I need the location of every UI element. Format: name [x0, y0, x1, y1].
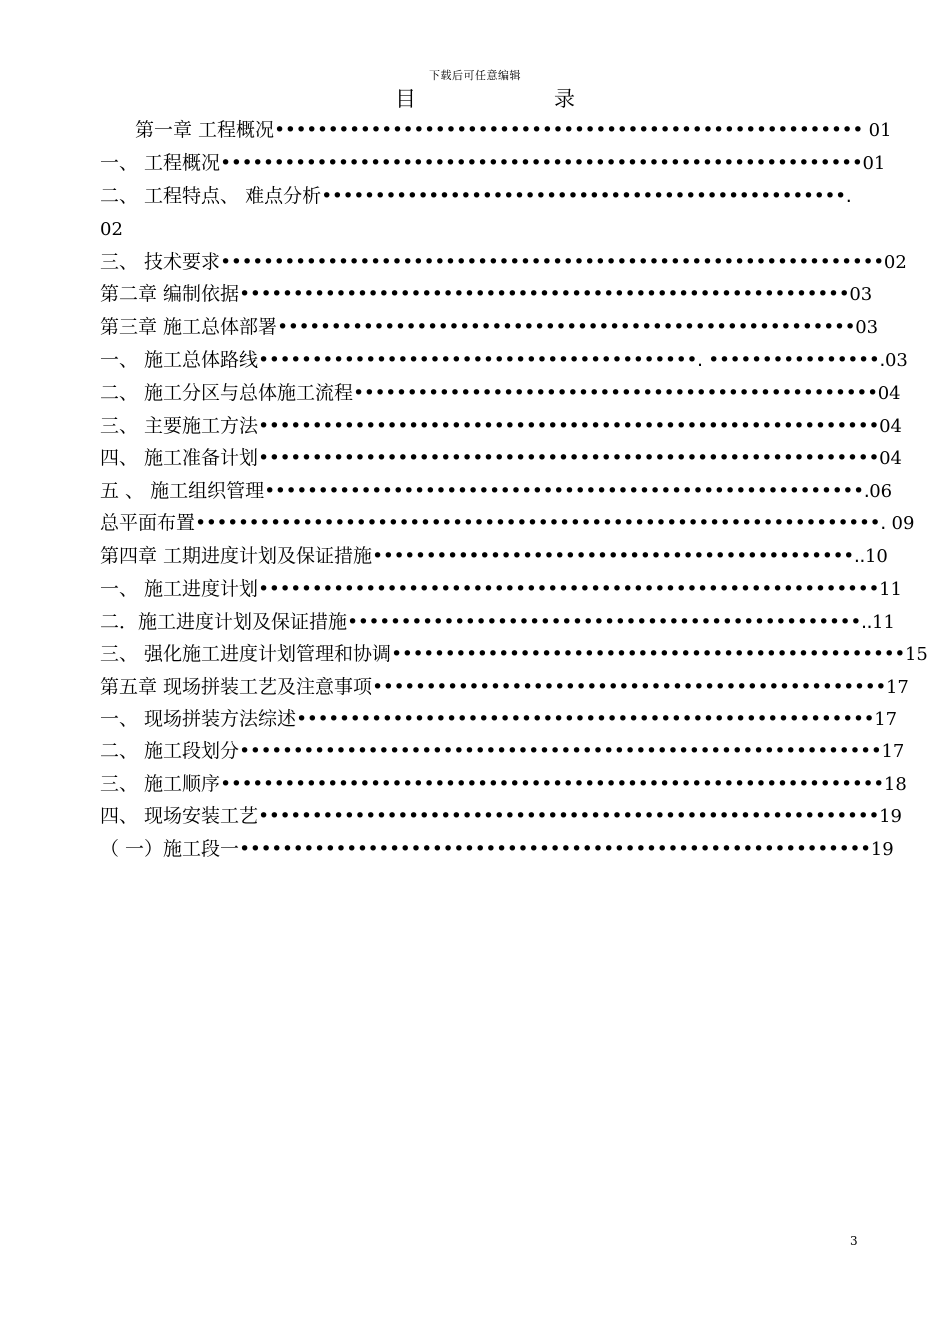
toc-entry [100, 180, 851, 212]
toc-entry-leader: ••••••••••••••••••••••••••••••••••••••••••••••••••••••••. [264, 480, 870, 502]
toc-title-right: 录 [554, 87, 575, 111]
toc-entry-page: 09 [885, 513, 915, 534]
toc-entry [100, 278, 872, 310]
toc-entry-label: 第四章 工期进度计划及保证措施 [100, 545, 373, 567]
toc-entry [100, 800, 902, 832]
toc-entry-label: 第三章 施工总体部署 [100, 316, 278, 338]
toc-entry-label: （ 一）施工段一 [100, 838, 240, 860]
toc-entry-page: 02 [883, 252, 907, 273]
toc-entry [100, 410, 902, 442]
toc-entry [100, 344, 908, 376]
toc-entry [100, 735, 904, 767]
toc-entry-leader: •••••••••••••••••••••••••••••••••••••••••••••••••••••••••• [258, 578, 880, 600]
toc-entry-page: 04 [877, 383, 901, 404]
toc-entry-page: 11 [872, 612, 895, 633]
toc-entry-leader: •••••••••••••••••••••••••••••••••••••••••••••••••••••••••• [258, 415, 880, 437]
toc-entry [100, 213, 123, 245]
toc-entry-leader: •••••••••••••••••••••••••••••••••••••••••. ••••••••••••••••. [258, 349, 885, 371]
toc-entry-leader: ••••••••••••••••••••••••••••••••••••••••••••••••••••••• [274, 119, 863, 141]
toc-entry-page: 17 [885, 677, 909, 698]
toc-entry [100, 147, 885, 179]
toc-entry-label: 一、 施工总体路线 [100, 349, 259, 371]
toc-entry-leader: •••••••••••••••••••••••••••••••••••••••••••••••• [372, 676, 886, 698]
toc-entry-page: 03 [849, 284, 873, 305]
toc-entry [100, 768, 907, 800]
toc-entry [100, 671, 909, 703]
toc-entry-page: 01 [862, 120, 892, 141]
toc-entry-label: 四、 施工准备计划 [100, 447, 259, 469]
toc-entry [100, 638, 928, 670]
toc-entry-page: 04 [879, 416, 902, 437]
toc-entry-page: 01 [862, 153, 886, 174]
toc-entry [100, 442, 902, 474]
toc-entry [100, 573, 902, 605]
toc-entry-label: 一、 工程概况 [100, 152, 221, 174]
toc-entry-page: 02 [100, 219, 123, 240]
toc-entry-label: 一、 现场拼装方法综述 [100, 708, 297, 730]
toc-entry-leader: ••••••••••••••••••••••••••••••••••••••••••••••••••••••••••• [239, 838, 871, 860]
page-number: 3 [850, 1234, 858, 1248]
toc-entry-page: 19 [879, 806, 902, 827]
toc-title [395, 85, 575, 113]
toc-entry-label: 三、 强化施工进度计划管理和协调 [100, 643, 392, 665]
toc-entry-leader: •••••••••••••••••••••••••••••••••••••••••••••••••. [321, 185, 852, 207]
toc-entry-label: 第一章 工程概况 [135, 119, 275, 141]
toc-entry [135, 114, 892, 146]
toc-entry [100, 703, 897, 735]
toc-entry-leader: ••••••••••••••••••••••••••••••••••••••••••••••••••••••••••••••••. [195, 512, 886, 534]
toc-entry [100, 606, 895, 638]
toc-entry [100, 833, 894, 865]
toc-entry-page: 17 [881, 741, 905, 762]
toc-entry-leader: ••••••••••••••••••••••••••••••••••••••••••••••••••••••••• [239, 283, 850, 305]
toc-entry-page: 11 [879, 579, 902, 600]
toc-entry-leader: •••••••••••••••••••••••••••••••••••••••••••••••••••••••••• [258, 447, 880, 469]
toc-entry-page: 03 [884, 350, 908, 371]
toc-entry-label: 二、 工程特点、 难点分析 [100, 185, 322, 207]
toc-entry-label: 二、 施工段划分 [100, 740, 240, 762]
toc-entry [100, 311, 878, 343]
toc-entry-label: 第五章 现场拼装工艺及注意事项 [100, 676, 373, 698]
toc-entry-leader: ••••••••••••••••••••••••••••••••••••••••••••••••.. [347, 611, 873, 633]
toc-entry-page: 19 [870, 839, 894, 860]
toc-entry-leader: •••••••••••••••••••••••••••••••••••••••••••••••••••••••••••••• [220, 773, 884, 795]
toc-entry-leader: •••••••••••••••••••••••••••••••••••••••••••••••••••••• [296, 708, 875, 730]
toc-entry-label: 一、 施工进度计划 [100, 578, 259, 600]
toc-entry-page: 04 [879, 448, 902, 469]
toc-entry [100, 377, 901, 409]
toc-entry-page: 15 [904, 644, 928, 665]
toc-entry-label: 二．施工进度计划及保证措施 [100, 611, 348, 633]
toc-entry-leader: •••••••••••••••••••••••••••••••••••••••••••••••••••••••••• [258, 805, 880, 827]
toc-entry-label: 五 、 施工组织管理 [100, 480, 265, 502]
toc-entry-leader: •••••••••••••••••••••••••••••••••••••••••••••••• [391, 643, 905, 665]
toc-entry [100, 540, 888, 572]
toc-entry-label: 二、 施工分区与总体施工流程 [100, 382, 354, 404]
toc-entry-leader: •••••••••••••••••••••••••••••••••••••••••••••••••••••••••••••• [220, 251, 884, 273]
toc-entry-leader: •••••••••••••••••••••••••••••••••••••••••••••.. [372, 545, 865, 567]
toc-entry-page: 17 [874, 709, 898, 730]
toc-entry-leader: •••••••••••••••••••••••••••••••••••••••••••••••••••••••••••• [220, 152, 863, 174]
toc-entry-label: 三、 技术要求 [100, 251, 221, 273]
toc-entry [100, 507, 914, 539]
toc-entry-page: 18 [883, 774, 907, 795]
toc-title-left: 目 [395, 87, 416, 111]
toc-entry [100, 475, 892, 507]
toc-entry-label: 总平面布置 [100, 512, 196, 534]
toc-entry-label: 三、 施工顺序 [100, 773, 221, 795]
toc-entry-leader: •••••••••••••••••••••••••••••••••••••••••••••••••••••••••••• [239, 740, 882, 762]
toc-entry [100, 246, 907, 278]
toc-entry-label: 三、 主要施工方法 [100, 415, 259, 437]
toc-entry-label: 第二章 编制依据 [100, 283, 240, 305]
header-note: 下载后可任意编辑 [429, 69, 521, 82]
toc-entry-leader: ••••••••••••••••••••••••••••••••••••••••••••••••• [353, 382, 878, 404]
toc-entry-leader: •••••••••••••••••••••••••••••••••••••••••••••••••••••• [277, 316, 856, 338]
toc-entry-page: 06 [869, 481, 893, 502]
toc-entry-label: 四、 现场安装工艺 [100, 805, 259, 827]
toc-entry-page: 03 [855, 317, 879, 338]
toc-entry-page: 10 [864, 546, 888, 567]
